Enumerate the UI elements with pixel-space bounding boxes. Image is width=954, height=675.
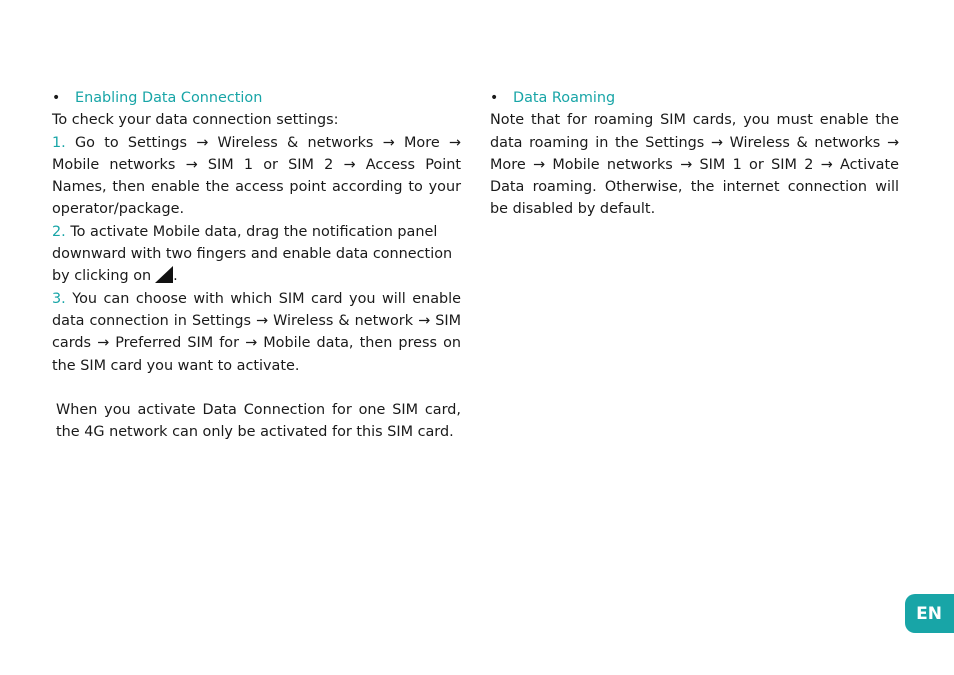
roaming-text: Note that for roaming SIM cards, you must enable the data roaming in the Settings → Wireless & networks → More → Mobile networks → SIM 1 or SIM 2 → Activate Data roaming. Otherwise, the internet connection will be disabled by default. [490,112,899,218]
step-1 [52,132,461,221]
right-column [490,87,899,221]
bullet: • [52,90,61,106]
step-number: 2. [52,223,66,240]
note-text: When you activate Data Connection for one SIM card, the 4G network can only be activated for this SIM card. [56,402,461,441]
bullet: • [490,90,499,106]
spacer [52,377,461,399]
heading-text: Data Roaming [513,90,616,106]
step-text: You can choose with which SIM card you will enable data connection in Settings → Wireless & network → SIM cards → Preferred SIM for → Mobile data, then press on the SIM card you want to activate. [52,290,462,374]
step-number: 1. [52,134,66,151]
signal-icon [155,266,173,283]
step-number: 3. [52,290,66,307]
section-heading-enabling-data [52,87,461,109]
section-heading-data-roaming [490,87,899,109]
language-badge: EN [905,594,954,633]
left-column [52,87,461,444]
step-2 [52,221,461,288]
step-text: To activate Mobile data, drag the notification panel downward with two fingers and enable data connection by clicking on [52,223,453,285]
step-3 [52,288,461,377]
heading-text: Enabling Data Connection [75,90,263,106]
intro-text: To check your data connection settings: [52,112,339,129]
step-text: Go to Settings → Wireless & networks → More → Mobile networks → SIM 1 or SIM 2 → Access Point Names, then enable the access point according to your operator/package. [52,134,461,218]
step-end: . [173,268,178,285]
